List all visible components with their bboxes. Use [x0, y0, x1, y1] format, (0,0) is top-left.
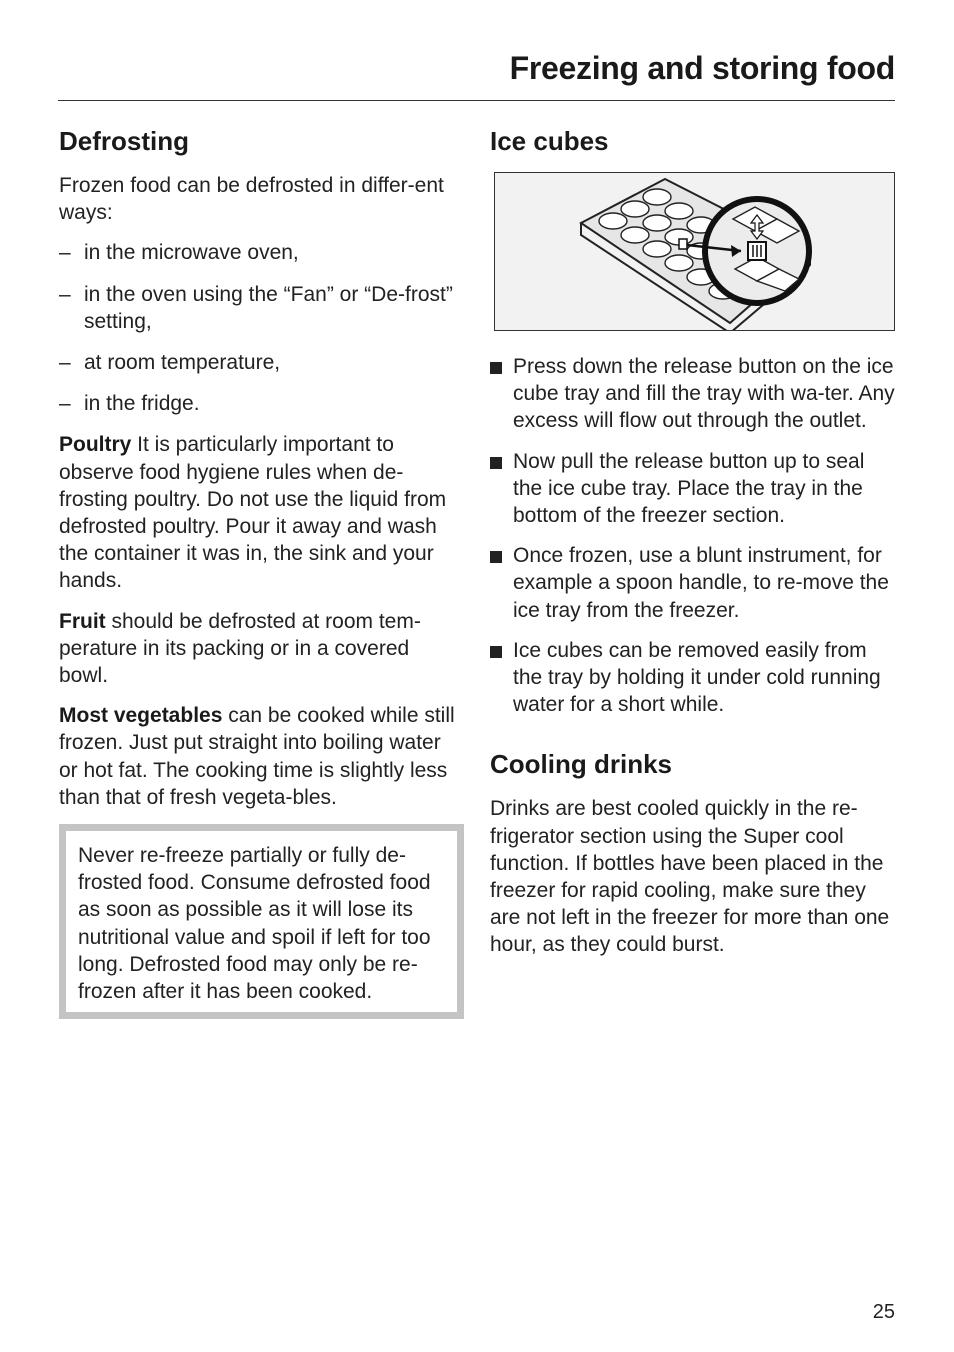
poultry-text: It is particularly important to observe food hygiene rules when de-frosting poultry. Do not use the liquid from defrosted poultry. Pour it away and wash the container it was in, the sink and your hands.	[59, 433, 447, 593]
list-item	[59, 239, 464, 266]
section-spacer	[490, 731, 895, 747]
list-item	[490, 637, 895, 719]
vegetables-text: can be cooked while still frozen. Just put straight into boiling water or hot fat. The cooking time is slightly less than that of fresh vegeta-bles.	[59, 704, 455, 809]
poultry-label: Poultry	[59, 433, 132, 457]
ice-cube-tray-icon	[495, 173, 894, 330]
list-item-text: in the microwave oven,	[84, 241, 299, 265]
ice-cubes-column	[490, 124, 895, 972]
list-item	[490, 542, 895, 624]
defrost-methods-list	[59, 239, 464, 417]
list-item-text: in the fridge.	[84, 392, 200, 416]
cooling-drinks-heading: Cooling drinks	[490, 749, 672, 780]
dash-bullet: –	[59, 351, 71, 375]
list-item-text: at room temperature,	[84, 351, 281, 375]
vegetables-paragraph	[59, 702, 464, 811]
list-item	[59, 349, 464, 376]
header-divider	[58, 100, 895, 101]
square-bullet-icon	[490, 551, 502, 563]
dash-bullet: –	[59, 241, 71, 265]
list-item	[490, 448, 895, 530]
dash-bullet: –	[59, 282, 71, 306]
dash-bullet: –	[59, 392, 71, 416]
page-title: Freezing and storing food	[509, 50, 895, 86]
ice-cube-tray-illustration	[494, 172, 895, 331]
square-bullet-icon	[490, 457, 502, 469]
warning-note-box	[59, 824, 464, 1019]
fruit-paragraph	[59, 608, 464, 690]
page-number: 25	[872, 1301, 895, 1323]
square-bullet-icon	[490, 362, 502, 374]
square-bullet-icon	[490, 646, 502, 658]
cooling-drinks-text: Drinks are best cooled quickly in the re-frigerator section using the Super cool function. If bottles have been placed in the freezer for rapid cooling, make sure they are not left in the freezer for more than one hour, as they could burst.	[490, 797, 890, 957]
warning-note-text: Never re-freeze partially or fully de-frosted food. Consume defrosted food as soon as possible as it will lose its nutritional value and spoil if left for too long. Defrosted food may only be re-frozen after it has been cooked.	[78, 844, 431, 1004]
list-item	[59, 281, 464, 335]
ice-cube-steps-list	[490, 353, 895, 718]
fruit-text: should be defrosted at room tem-perature in its packing or in a covered bowl.	[59, 609, 421, 688]
vegetables-label: Most vegetables	[59, 704, 223, 728]
ice-cubes-heading: Ice cubes	[490, 126, 609, 156]
poultry-paragraph	[59, 431, 464, 594]
defrosting-column	[59, 124, 464, 1019]
list-item-text: Ice cubes can be removed easily from the tray by holding it under cold running water for a short while.	[513, 638, 881, 717]
fruit-label: Fruit	[59, 609, 106, 633]
list-item-text: Press down the release button on the ice cube tray and fill the tray with wa-ter. Any excess will flow out through the outlet.	[513, 355, 895, 433]
defrosting-intro: Frozen food can be defrosted in differ-ent ways:	[59, 174, 444, 225]
list-item-text: Once frozen, use a blunt instrument, for example a spoon handle, to re-move the ice tray from the freezer.	[513, 544, 889, 622]
list-item-text: in the oven using the “Fan” or “De-frost” setting,	[84, 282, 453, 333]
list-item	[490, 353, 895, 435]
defrosting-heading: Defrosting	[59, 126, 189, 156]
list-item	[59, 390, 464, 417]
list-item-text: Now pull the release button up to seal the ice cube tray. Place the tray in the bottom of the freezer section.	[513, 449, 865, 528]
